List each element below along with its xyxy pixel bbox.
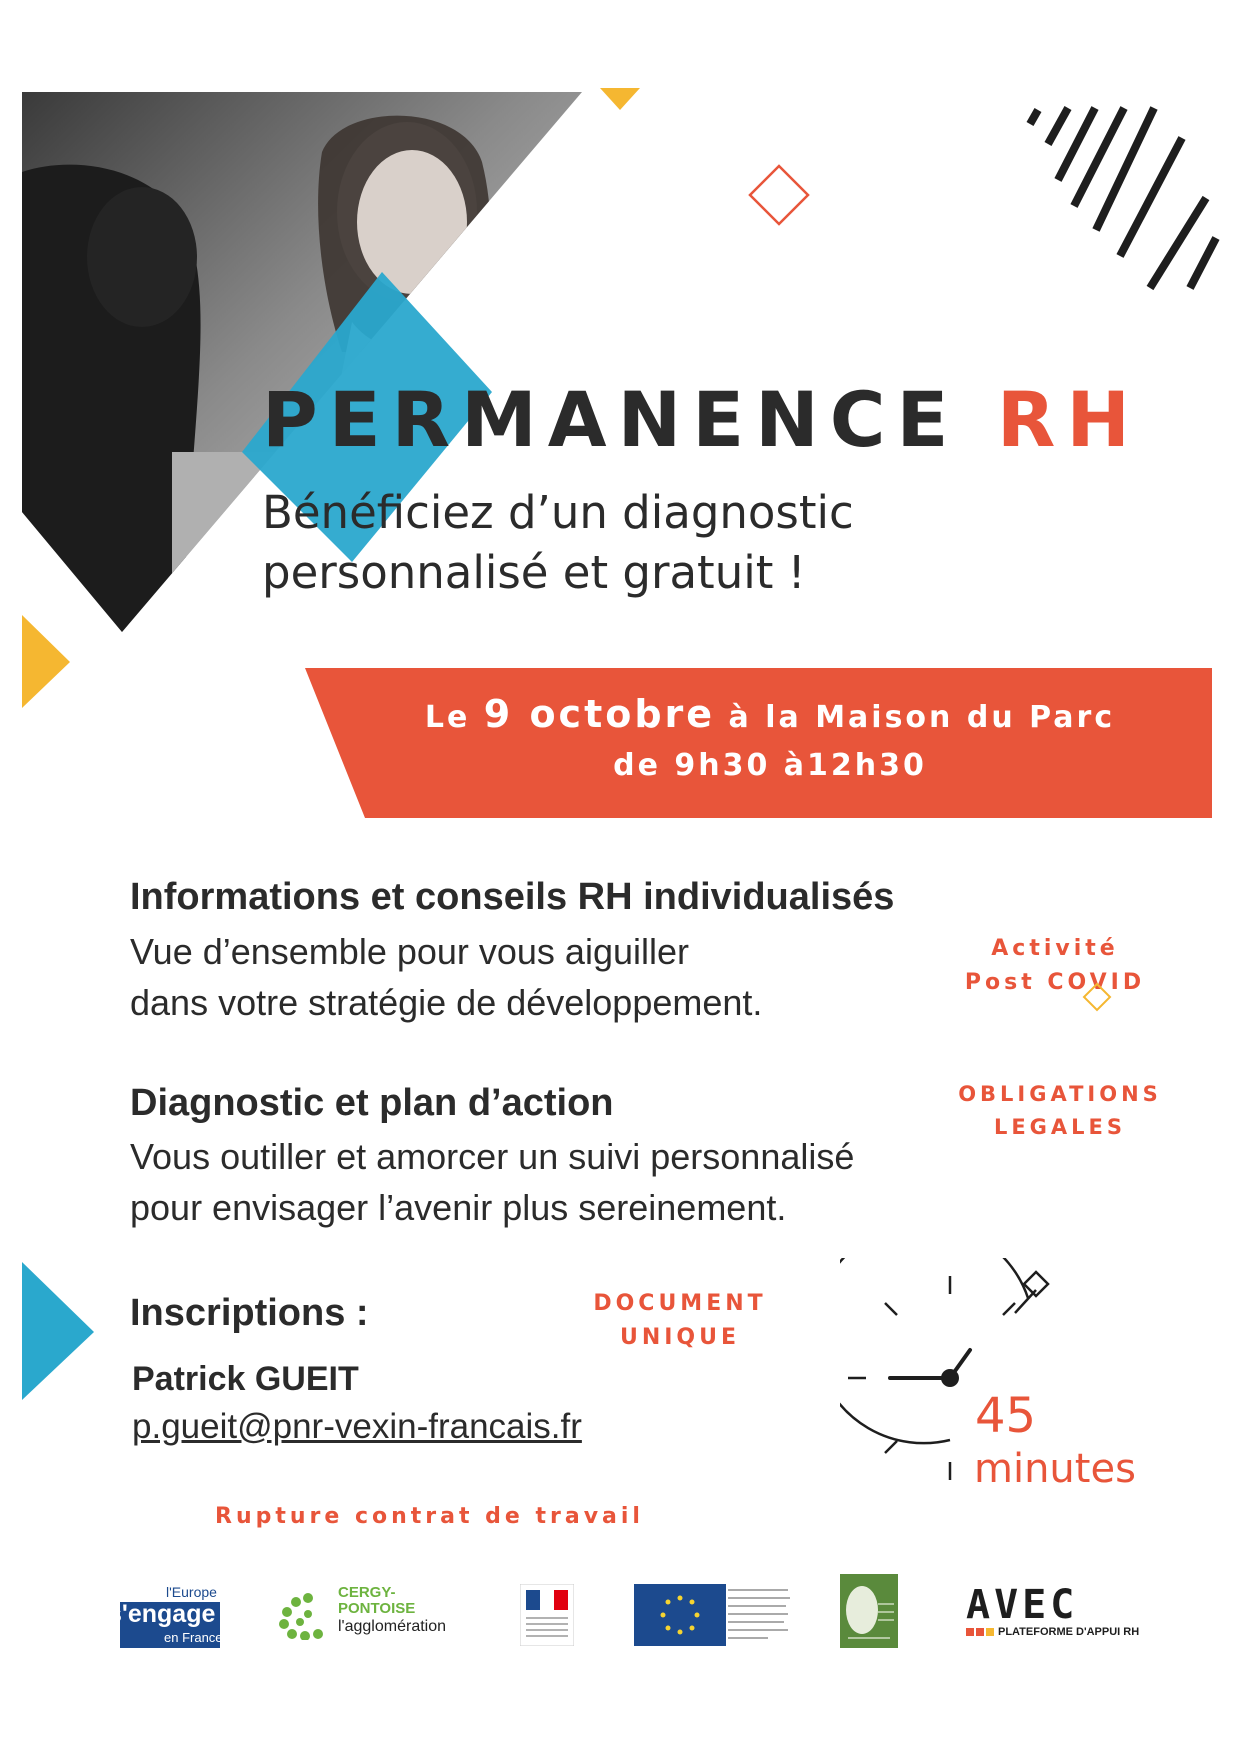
title-accent: RH: [996, 375, 1142, 464]
decorative-triangle-yellow-left: [22, 615, 72, 710]
subtitle-line-1: Bénéficiez d’un diagnostic: [262, 486, 854, 539]
section-1-body: [130, 926, 960, 1028]
logo-avec-title: AVEC: [966, 1582, 1079, 1628]
time-line: de 9h30 à12h30: [613, 748, 927, 783]
decorative-stripes: [1010, 88, 1230, 298]
logo-europe-sengage: [108, 1584, 223, 1648]
tag-obligations-line-1: OBLIGATIONS: [958, 1082, 1162, 1106]
logo-avec-subtitle: PLATEFORME D'APPUI RH: [998, 1626, 1140, 1638]
logo-avec-square-1: [966, 1628, 974, 1636]
section-2-line-1: Vous outiller et amorcer un suivi personnalisé: [130, 1136, 855, 1177]
section-1-line-2: dans votre stratégie de développement.: [130, 982, 763, 1023]
decorative-triangle-yellow-top: [600, 88, 640, 112]
date-banner-text: [330, 690, 1210, 790]
section-2-title: Diagnostic et plan d’action: [130, 1082, 614, 1124]
inscriptions-label: Inscriptions :: [130, 1292, 369, 1334]
tag-document-line-1: DOCUMENT: [593, 1291, 767, 1316]
logo-avec-square-3: [986, 1628, 994, 1636]
logo-cergy-line-1: CERGY-: [338, 1584, 396, 1601]
tag-document-line-2: UNIQUE: [619, 1325, 741, 1350]
contact-name: Patrick GUEIT: [132, 1360, 359, 1398]
timer-unit: minutes: [974, 1446, 1136, 1492]
logo-eu-fine-print: [728, 1586, 794, 1646]
logo-avec-plateforme: [966, 1582, 1140, 1646]
subtitle-line-2: personnalisé et gratuit !: [262, 546, 806, 599]
decorative-diamond-yellow-small: [1082, 982, 1112, 1012]
section-2-line-2: pour envisager l’avenir plus sereinement.: [130, 1187, 787, 1228]
logo-cergy-line-3: l'agglomération: [338, 1618, 447, 1635]
timer-value: 45: [975, 1388, 1037, 1444]
page-title: [262, 375, 1141, 464]
section-1-title: Informations et conseils RH individualisés: [130, 876, 895, 918]
tag-activite-line-1: Activité: [991, 936, 1119, 961]
logo-europe-mid: s'engage: [108, 1600, 216, 1628]
decorative-triangle-blue-left: [22, 1262, 97, 1402]
cergy-dots-icon: [278, 1590, 338, 1640]
subtitle: [262, 483, 1022, 603]
tag-activite-covid: [940, 932, 1170, 1000]
section-1-line-1: Vue d’ensemble pour vous aiguiller: [130, 931, 690, 972]
logo-cergy-pontoise: [278, 1584, 478, 1648]
date-line: [330, 690, 1210, 742]
title-main: PERMANENCE: [262, 375, 960, 464]
logo-union-europeenne: [634, 1584, 726, 1646]
tag-document-unique: [570, 1287, 790, 1355]
decorative-diamond-orange: [748, 164, 810, 226]
tag-activite-line-2: Post COVID: [964, 970, 1146, 995]
section-2-body: [130, 1131, 960, 1233]
logo-republique-francaise: [520, 1584, 574, 1646]
tag-rupture-contrat: Rupture contrat de travail: [215, 1504, 644, 1529]
date-location: à la Maison du Parc: [728, 700, 1116, 735]
contact-email-link[interactable]: p.gueit@pnr-vexin-francais.fr: [132, 1407, 582, 1446]
logo-europe-bottom: en France: [164, 1630, 223, 1645]
date-highlight: 9 octobre: [483, 692, 716, 736]
logo-cergy-line-2: PONTOISE: [338, 1600, 416, 1617]
logo-parc-vexin: [840, 1574, 898, 1648]
date-prefix: Le: [424, 700, 471, 735]
logo-avec-square-2: [976, 1628, 984, 1636]
tag-obligations-line-2: LEGALES: [993, 1115, 1127, 1139]
tag-obligations-legales: [930, 1078, 1190, 1144]
logo-europe-top: l'Europe: [166, 1584, 217, 1600]
